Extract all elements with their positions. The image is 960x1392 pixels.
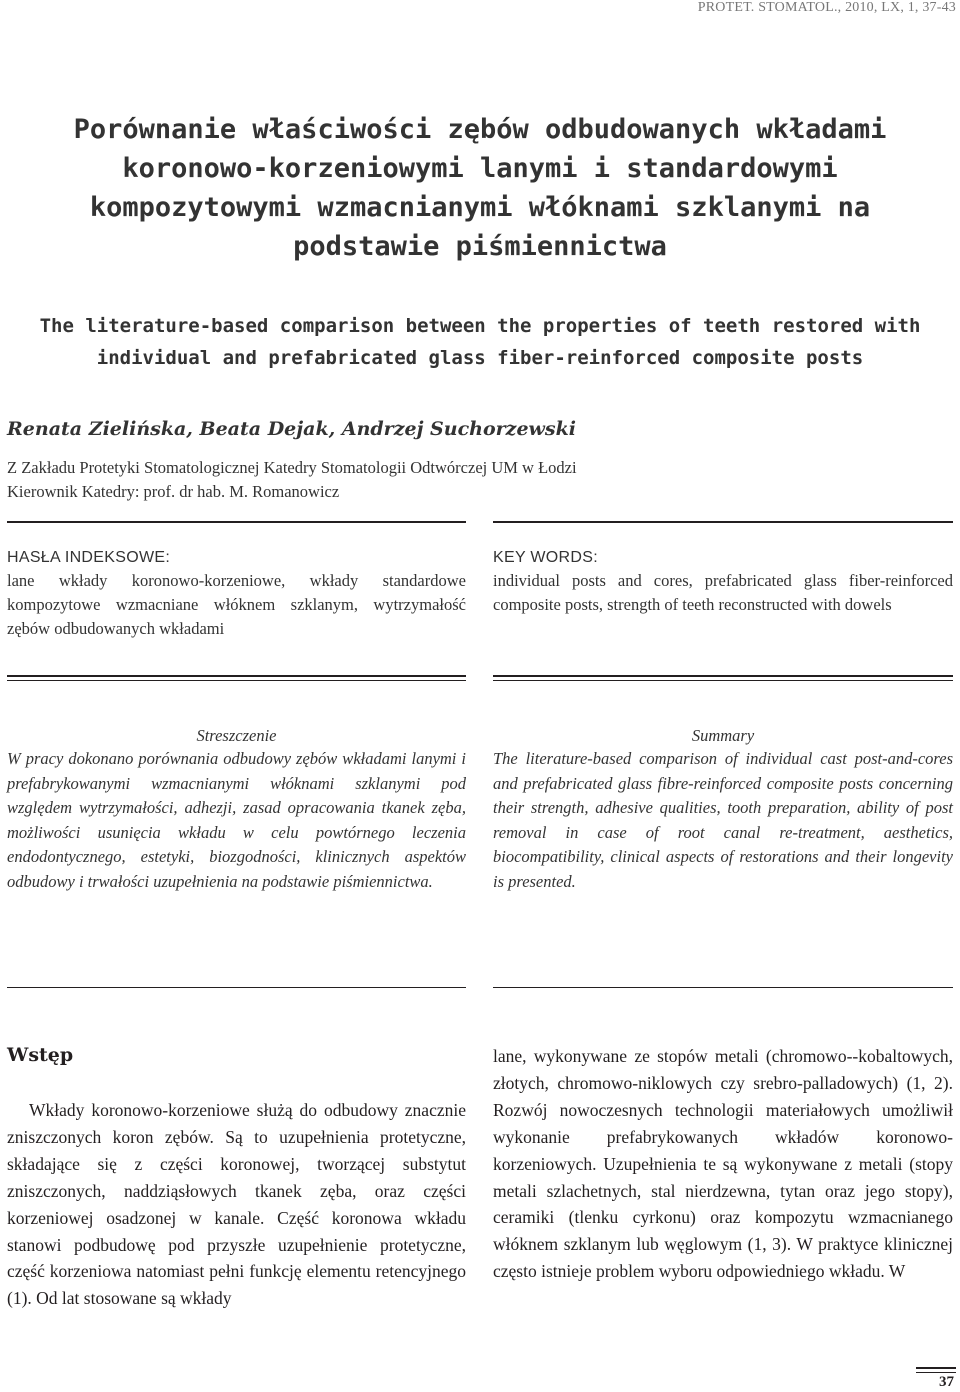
footer-rule (916, 1372, 956, 1373)
divider-rule (493, 680, 953, 681)
title-polish: Porównanie właściwości zębów odbudowanych wkładami koronowo-korzeniowymi lanymi i standardowymi kompozytowymi wzmacnianymi włóknami szklanymi na podstawie piśmiennictwa (73, 114, 887, 262)
abstract-en-heading: Summary (691, 726, 755, 745)
keywords-en-heading: KEY WORDS: (493, 549, 598, 566)
abstract-pl-block (7, 726, 466, 895)
introduction-column-1: Wkłady koronowo-korzeniowe służą do odbudowy znacznie zniszczonych koron zębów. Są to uzupełnienia protetyczne, składające się z części koronowej, tworzącej substytut zniszczonych, naddziąsłowych tkanek zęba, oraz części korzeniowej osadzonej w kanale. Część koronowa wkładu stanowi podbudowę pod przyszłe uzupełnienie protetyczne, część korzeniowa natomiast pełni funkcję elementu retencyjnego (1). Od lat stosowane są wkłady (7, 1100, 466, 1309)
divider-rule (493, 987, 953, 988)
divider-rule (7, 675, 466, 677)
section-heading-introduction: Wstęp (7, 1044, 74, 1066)
journal-reference: PROTET. STOMATOL., 2010, LX, 1, 37-43 (697, 0, 956, 15)
department-head-line: Kierownik Katedry: prof. dr hab. M. Romanowicz (7, 482, 340, 501)
abstract-en-text: The literature-based comparison of individual cast post-and-cores and prefabricated glass fibre-reinforced composite posts concerning their strength, adhesive qualities, tooth preparation, ability of post removal in case of root canal re-treatment, aesthetics, biocompatibility, clinical aspects of restorations and their longevity is presented. (493, 749, 953, 891)
keywords-pl-text: lane wkłady koronowo-korzeniowe, wkłady standardowe kompozytowe wzmacniane włóknem szklanym, wytrzymałość zębów odbudowanych wkładami (7, 571, 466, 638)
divider-rule (7, 521, 466, 523)
divider-rule (493, 675, 953, 677)
divider-rule (7, 680, 466, 681)
authors: Renata Zielińska, Beata Dejak, Andrzej Suchorzewski (7, 418, 576, 440)
keywords-en-text: individual posts and cores, prefabricated glass fiber-reinforced composite posts, strength of teeth reconstructed with dowels (493, 571, 953, 614)
divider-rule (7, 987, 466, 988)
footer-rule (916, 1367, 956, 1369)
divider-rule (493, 521, 953, 523)
abstract-pl-heading: Streszczenie (196, 726, 277, 745)
introduction-column-2: lane, wykonywane ze stopów metali (chromowo--kobaltowych, złotych, chromowo-niklowych czy srebro-palladowych) (1, 2). Rozwój nowoczesnych technologii materiałowych umożliwił wykonanie prefabrykowanych wkładów koronowo-korzeniowych. Uzupełnienia te są wykonywane z metali (stopy metali szlachetnych, stal nierdzewna, tytan oraz jego stopy), ceramiki (tlenku cyrkonu) oraz kompozytu wzmacnianego włóknem szklanym lub węglowym (1, 3). W praktyce klinicznej często istnieje problem wyboru odpowiedniego wkładu. W (493, 1046, 953, 1282)
abstract-pl-text: W pracy dokonano porównania odbudowy zębów wkładami lanymi i prefabrykowanymi wzmacnianymi włóknami szklanymi pod względem wytrzymałości, adhezji, zasad opracowania tkanek zęba, możliwości usunięcia wkładu w celu powtórnego leczenia endodontycznego, estetyki, biozgodności, klinicznych aspektów odbudowy i trwałości uzupełnienia na podstawie piśmiennictwa. (7, 749, 466, 891)
keywords-en-block (493, 549, 953, 617)
page-number: 37 (939, 1374, 954, 1390)
title-english: The literature-based comparison between the properties of teeth restored with individual and prefabricated glass fiber-reinforced composite posts (39, 315, 921, 369)
keywords-pl-block (7, 549, 466, 641)
keywords-pl-heading: HASŁA INDEKSOWE: (7, 549, 171, 566)
affiliation-line: Z Zakładu Protetyki Stomatologicznej Katedry Stomatologii Odtwórczej UM w Łodzi (7, 458, 577, 477)
abstract-en-block (493, 726, 953, 895)
